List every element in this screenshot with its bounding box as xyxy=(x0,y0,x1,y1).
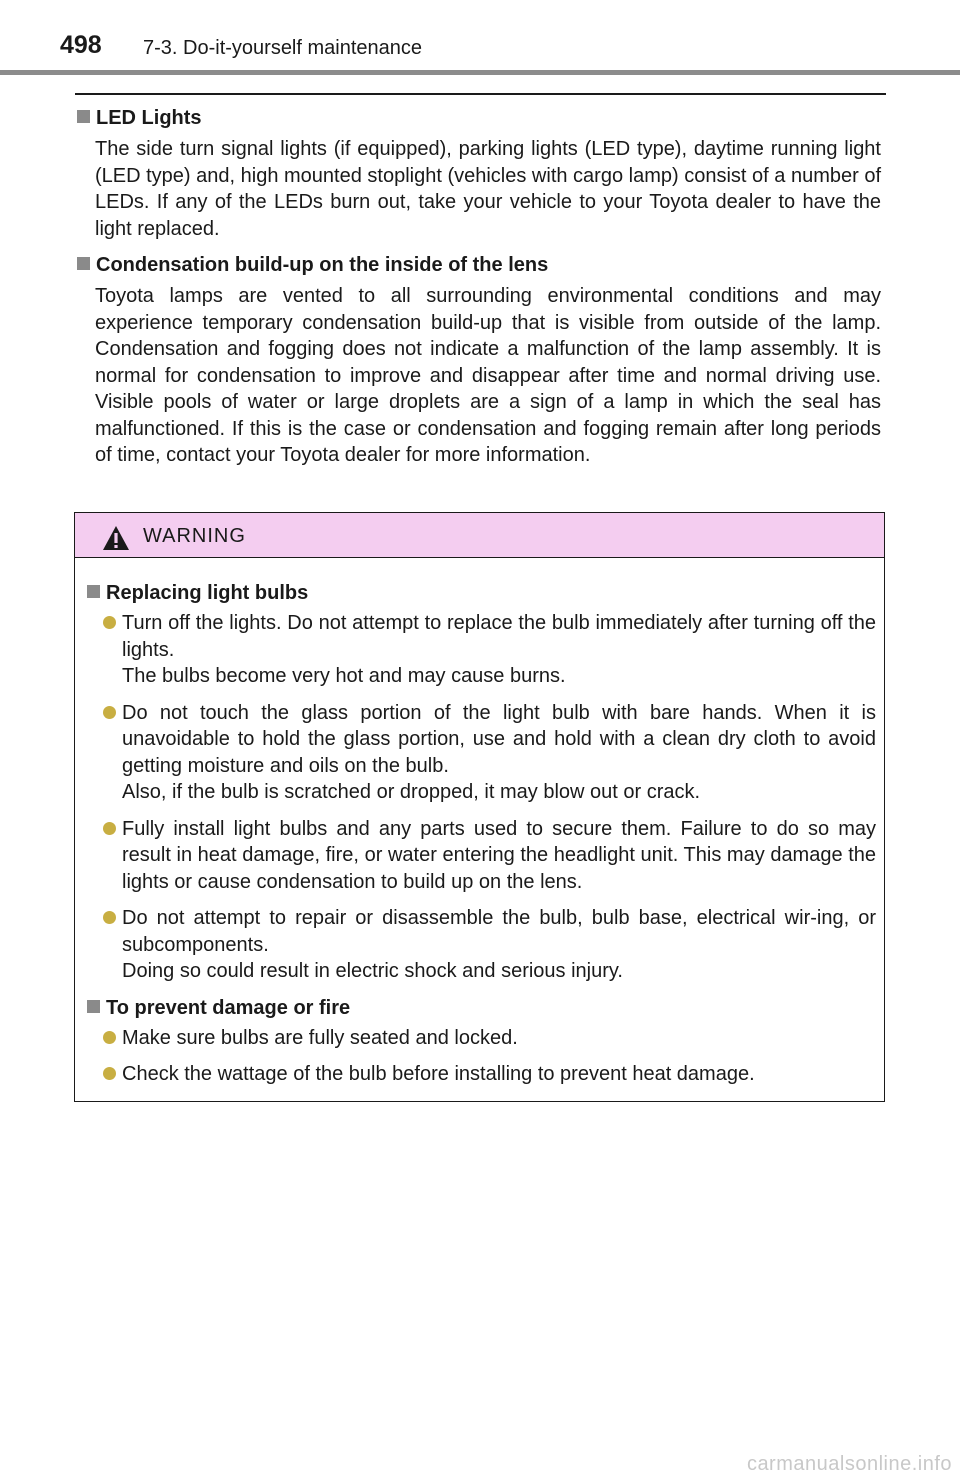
content-top-rule xyxy=(75,93,886,95)
bullet-text: Do not attempt to repair or disassemble the bulb, bulb base, electrical wir-ing, or subcomponents. xyxy=(122,907,876,956)
circle-bullet-icon xyxy=(103,1031,116,1044)
bullet-item xyxy=(87,610,876,690)
section-body: The side turn signal lights (if equipped), parking lights (LED type), daytime running light (LED type) and, high mounted stoplight (vehicles with cargo lamp) consist of a number of LEDs. If any of the LEDs burn out, take your vehicle to your Toyota dealer to have the light replaced. xyxy=(95,138,881,240)
square-bullet-icon xyxy=(87,1000,100,1013)
square-bullet-icon xyxy=(87,585,100,598)
circle-bullet-icon xyxy=(103,706,116,719)
bullet-text: Do not touch the glass portion of the light bulb with bare hands. When it is unavoidable to hold the glass portion, use and hold with a clean dry cloth to avoid getting moisture and oils on the bulb. xyxy=(122,701,876,777)
page-header xyxy=(0,0,960,76)
bullet-item xyxy=(87,905,876,985)
circle-bullet-icon xyxy=(103,616,116,629)
watermark: carmanualsonline.info xyxy=(746,1453,952,1475)
bullet-extra-text: Doing so could result in electric shock and serious injury. xyxy=(122,960,623,982)
circle-bullet-icon xyxy=(103,822,116,835)
bullet-item xyxy=(87,1025,876,1052)
section-heading xyxy=(77,105,881,132)
square-bullet-icon xyxy=(77,110,90,123)
section-heading xyxy=(77,252,881,279)
circle-bullet-icon xyxy=(103,911,116,924)
bullet-text: Fully install light bulbs and any parts used to secure them. Failure to do so may result in heat damage, fire, or water entering the headlight unit. This may damage the lights or cause condensation to build up on the lens. xyxy=(122,817,876,893)
page-number: 498 xyxy=(60,31,102,59)
section-heading-text: LED Lights xyxy=(96,107,202,129)
bullet-extra-text: Also, if the bulb is scratched or dropped, it may blow out or crack. xyxy=(122,781,701,803)
section-heading-text: Condensation build-up on the inside of the lens xyxy=(96,254,549,276)
warning-header xyxy=(75,513,884,558)
warning-box xyxy=(74,512,885,1102)
bullet-text: Check the wattage of the bulb before installing to prevent heat damage. xyxy=(122,1063,755,1085)
bullet-text: Make sure bulbs are fully seated and locked. xyxy=(122,1026,518,1049)
warning-section-heading xyxy=(87,995,876,1021)
warning-label: WARNING xyxy=(143,525,246,547)
square-bullet-icon xyxy=(77,257,90,270)
main-content xyxy=(77,105,881,479)
bullet-item xyxy=(87,816,876,896)
section-condensation xyxy=(77,252,881,469)
circle-bullet-icon xyxy=(103,1067,116,1080)
warning-section-heading-text: Replacing light bulbs xyxy=(106,582,309,604)
warning-section-prevent-damage xyxy=(87,995,876,1088)
bullet-item xyxy=(87,1061,876,1088)
section-title: 7-3. Do-it-yourself maintenance xyxy=(143,37,423,59)
header-rule xyxy=(0,70,960,75)
bullet-item xyxy=(87,700,876,806)
warning-section-heading-text: To prevent damage or fire xyxy=(106,996,351,1019)
bullet-text: Turn off the lights. Do not attempt to replace the bulb immediately after turning off the lights. xyxy=(122,612,876,661)
section-led-lights xyxy=(77,105,881,242)
warning-section-heading xyxy=(87,580,876,606)
warning-body xyxy=(75,558,884,1088)
section-body: Toyota lamps are vented to all surrounding environmental conditions and may experience temporary condensation build-up that is visible from outside of the lamp. Condensation and fogging does not indicate a malfunction of the lamp assembly. It is normal for condensation to improve and disappear after time and normal driving use. Visible pools of water or large droplets are a sign of a lamp in which the seal has malfunctioned. If this is the case or condensation and fogging remain after long periods of time, contact your Toyota dealer for more information. xyxy=(95,285,881,466)
warning-section-replacing xyxy=(87,580,876,985)
bullet-extra-text: The bulbs become very hot and may cause burns. xyxy=(122,665,566,687)
warning-triangle-icon xyxy=(102,525,130,551)
